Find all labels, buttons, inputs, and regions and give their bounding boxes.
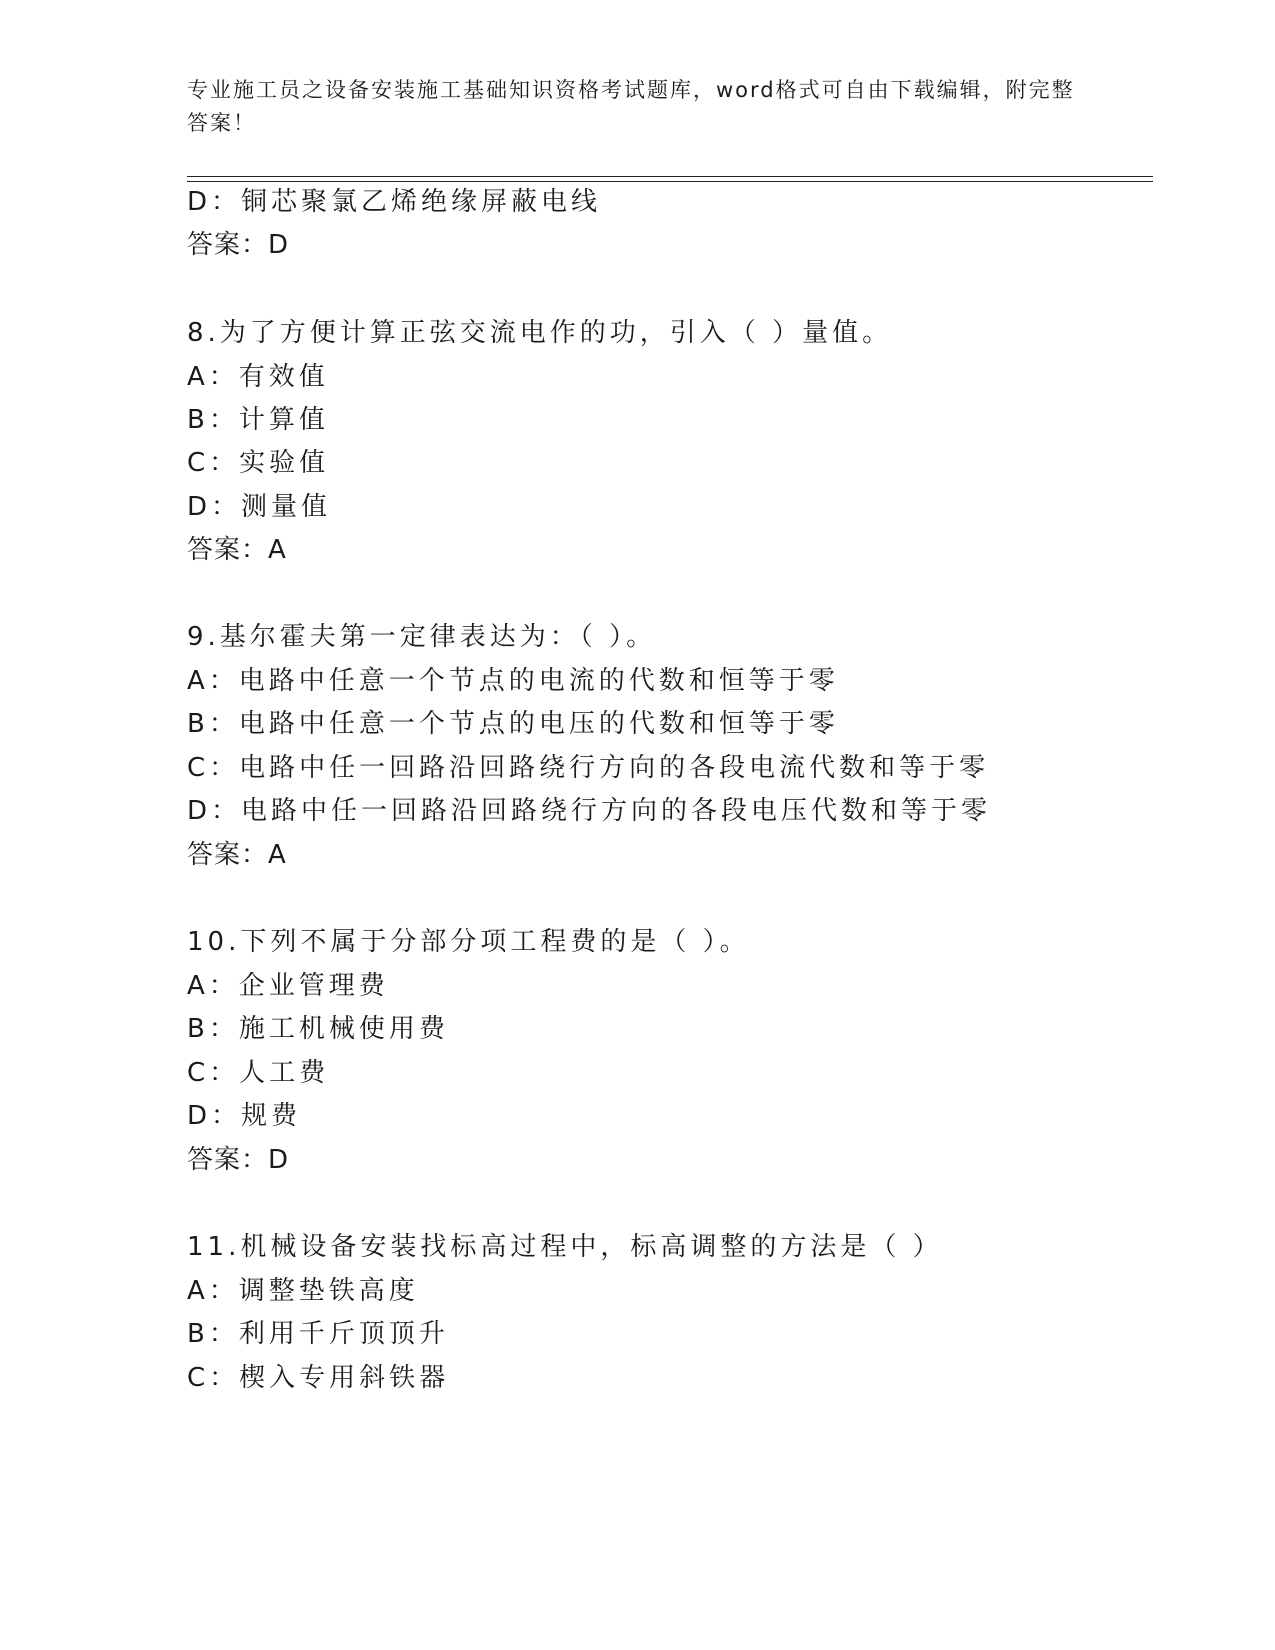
header-divider-top	[187, 176, 1153, 177]
answer: 答案：A	[187, 840, 287, 870]
option-d: D：测量值	[187, 492, 332, 522]
header-divider-bottom	[187, 181, 1153, 182]
question-stem: 11.机械设备安装找标高过程中，标高调整的方法是（ ）	[187, 1232, 943, 1262]
document-header: 专业施工员之设备安装施工基础知识资格考试题库，word格式可自由下载编辑，附完整答案！	[187, 78, 1075, 135]
option-c: C：楔入专用斜铁器	[187, 1363, 450, 1393]
option-d: D：电路中任一回路沿回路绕行方向的各段电压代数和等于零	[187, 796, 992, 826]
question-stem: 10.下列不属于分部分项工程费的是（ ）。	[187, 927, 750, 957]
option-d: D：铜芯聚氯乙烯绝缘屏蔽电线	[187, 187, 602, 217]
option-b: B：计算值	[187, 405, 329, 435]
option-a: A：电路中任意一个节点的电流的代数和恒等于零	[187, 666, 839, 696]
option-d: D：规费	[187, 1101, 302, 1131]
option-b: B：利用千斤顶顶升	[187, 1319, 449, 1349]
option-c: C：实验值	[187, 448, 330, 478]
answer: 答案：A	[187, 535, 287, 565]
option-b: B：施工机械使用费	[187, 1014, 449, 1044]
question-stem: 8.为了方便计算正弦交流电作的功，引入（ ）量值。	[187, 318, 893, 348]
question-stem: 9.基尔霍夫第一定律表达为：（ ）。	[187, 622, 657, 652]
option-a: A：有效值	[187, 362, 329, 392]
option-a: A：企业管理费	[187, 971, 389, 1001]
option-c: C：人工费	[187, 1058, 330, 1088]
answer: 答案：D	[187, 1145, 290, 1175]
option-a: A：调整垫铁高度	[187, 1276, 419, 1306]
option-c: C：电路中任一回路沿回路绕行方向的各段电流代数和等于零	[187, 753, 990, 783]
answer: 答案：D	[187, 230, 290, 260]
option-b: B：电路中任意一个节点的电压的代数和恒等于零	[187, 709, 839, 739]
